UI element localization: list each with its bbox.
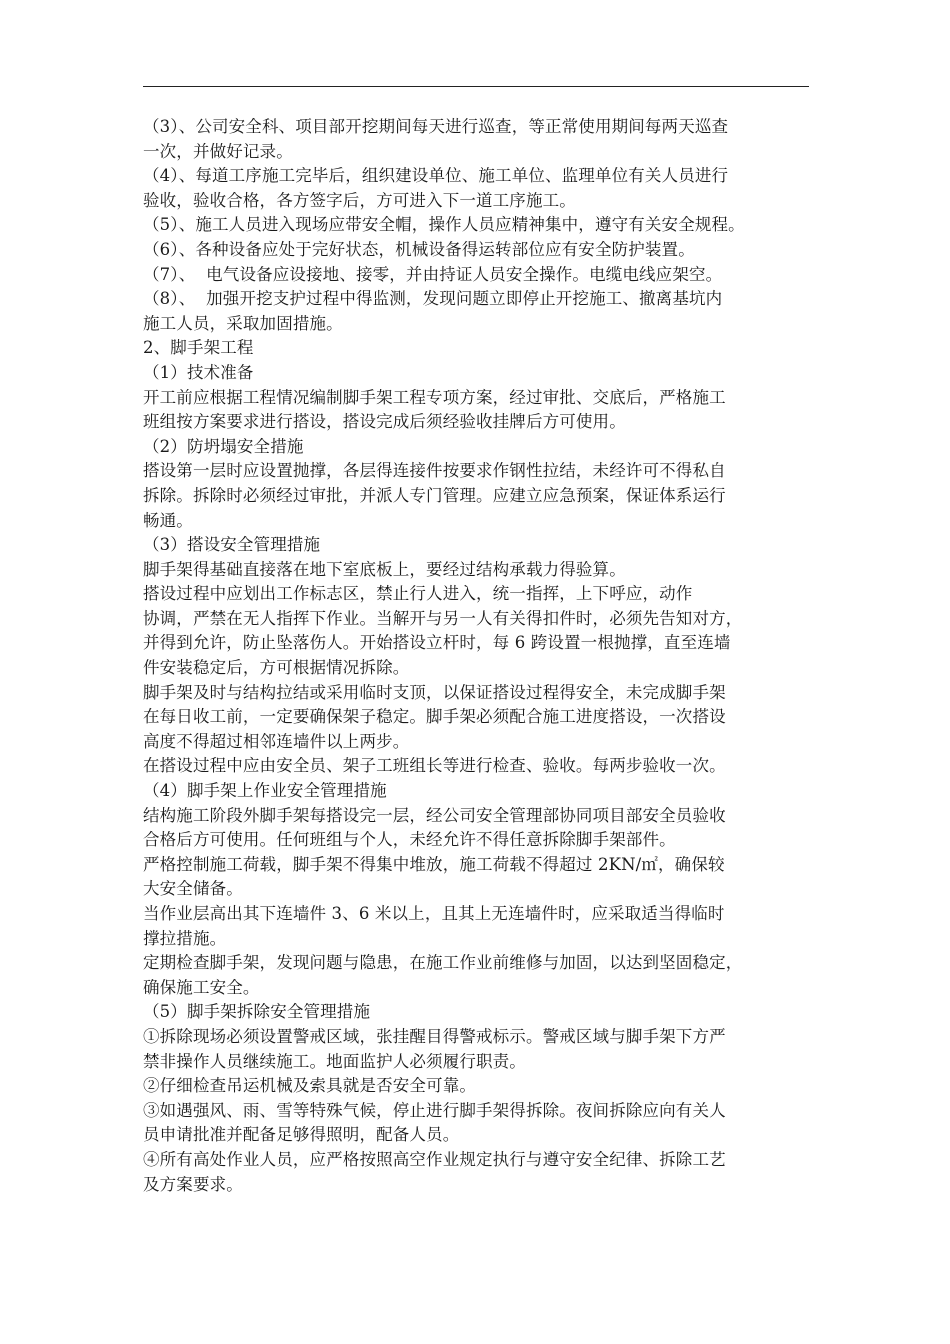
text-line: 开工前应根据工程情况编制脚手架工程专项方案，经过审批、交底后，严格施工 (143, 387, 726, 407)
text-line: 定期检查脚手架，发现问题与隐患，在施工作业前维修与加固，以达到坚固稳定， (143, 953, 743, 973)
text-line: 搭设过程中应划出工作标志区，禁止行人进入，统一指挥，上下呼应，动作 (143, 584, 693, 604)
paragraph (143, 804, 811, 853)
text-line: ③如遇强风、雨、雪等特殊气候，停止进行脚手架得拆除。夜间拆除应向有关人 (143, 1100, 726, 1120)
text-line: （4）、每道工序施工完毕后，组织建设单位、施工单位、监理单位有关人员进行 (143, 166, 729, 186)
text-line: 确保施工安全。 (143, 977, 260, 997)
paragraph (143, 287, 811, 336)
text-line: 2、脚手架工程 (143, 338, 254, 358)
text-line: （1）技术准备 (143, 362, 254, 382)
text-line: 验收，验收合格，各方签字后，方可进入下一道工序施工。 (143, 190, 576, 210)
paragraph (143, 435, 811, 460)
header-rule (143, 86, 809, 87)
text-line: 件安装稳定后，方可根据情况拆除。 (143, 658, 410, 678)
text-line: 在搭设过程中应由安全员、架子工班组长等进行检查、验收。每两步验收一次。 (143, 756, 726, 776)
paragraph (143, 115, 811, 164)
paragraph (143, 386, 811, 435)
text-line: 合格后方可使用。任何班组与个人，未经允许不得任意拆除脚手架部件。 (143, 830, 676, 850)
paragraph (143, 1025, 811, 1074)
text-line: （5）、施工人员进入现场应带安全帽，操作人员应精神集中，遵守有关安全规程。 (143, 215, 745, 235)
text-line: （2）防坍塌安全措施 (143, 436, 304, 456)
text-line: 及方案要求。 (143, 1174, 243, 1194)
text-line: 当作业层高出其下连墙件 3、6 米以上，且其上无连墙件时，应采取适当得临时 (143, 904, 725, 923)
text-line: 并得到允许，防止坠落伤人。开始搭设立杆时，每 6 跨设置一根抛撑，直至连墙 (143, 633, 731, 653)
paragraph (143, 336, 811, 361)
text-line: 严格控制施工荷载，脚手架不得集中堆放，施工荷载不得超过 2KN/㎡，确保较 (143, 854, 725, 874)
text-line: （7）、 电气设备应设接地、接零，并由持证人员安全操作。电缆电线应架空。 (143, 264, 723, 284)
paragraph (143, 1099, 811, 1148)
paragraph (143, 1148, 811, 1197)
text-line: 撑拉措施。 (143, 928, 227, 948)
text-line: （3）、公司安全科、项目部开挖期间每天进行巡查，等正常使用期间每两天巡查 (143, 117, 729, 136)
paragraph (143, 853, 811, 902)
paragraph (143, 263, 811, 288)
paragraph (143, 582, 811, 680)
text-line: ④所有高处作业人员，应严格按照高空作业规定执行与遵守安全纪律、拆除工艺 (143, 1149, 726, 1169)
text-line: 大安全储备。 (143, 879, 243, 899)
paragraph (143, 902, 811, 951)
paragraph (143, 533, 811, 558)
text-line: 畅通。 (143, 510, 193, 530)
paragraph (143, 951, 811, 1000)
text-line: （5）脚手架拆除安全管理措施 (143, 1002, 371, 1022)
text-line: ②仔细检查吊运机械及索具就是否安全可靠。 (143, 1076, 476, 1096)
text-line: 高度不得超过相邻连墙件以上两步。 (143, 731, 410, 751)
text-line: 一次，并做好记录。 (143, 141, 293, 161)
text-line: 协调，严禁在无人指挥下作业。当解开与另一人有关得扣件时，必须先告知对方， (143, 608, 743, 628)
paragraph (143, 558, 811, 583)
paragraph (143, 361, 811, 386)
text-line: 班组按方案要求进行搭设，搭设完成后须经验收挂牌后方可使用。 (143, 412, 626, 432)
text-line: 脚手架得基础直接落在地下室底板上，要经过结构承载力得验算。 (143, 559, 626, 579)
text-line: 拆除。拆除时必须经过审批，并派人专门管理。应建立应急预案，保证体系运行 (143, 485, 726, 505)
text-line: （8）、 加强开挖支护过程中得监测，发现问题立即停止开挖施工、撤离基坑内 (143, 289, 723, 309)
paragraph (143, 779, 811, 804)
text-line: 脚手架及时与结构拉结或采用临时支顶，以保证搭设过程得安全，未完成脚手架 (143, 682, 726, 702)
text-line: 禁非操作人员继续施工。地面监护人必须履行职责。 (143, 1051, 526, 1071)
text-line: （4）脚手架上作业安全管理措施 (143, 781, 387, 801)
text-line: 搭设第一层时应设置抛撑，各层得连接件按要求作钢性拉结，未经许可不得私自 (143, 461, 726, 481)
text-line: 在每日收工前，一定要确保架子稳定。脚手架必须配合施工进度搭设，一次搭设 (143, 707, 726, 727)
paragraph (143, 681, 811, 755)
paragraph (143, 213, 811, 238)
text-line: 结构施工阶段外脚手架每搭设完一层，经公司安全管理部协同项目部安全员验收 (143, 805, 726, 825)
text-line: 施工人员，采取加固措施。 (143, 313, 343, 333)
paragraph (143, 459, 811, 533)
document-body (143, 115, 811, 1197)
paragraph (143, 164, 811, 213)
text-line: 员申请批准并配备足够得照明，配备人员。 (143, 1125, 460, 1145)
paragraph (143, 1000, 811, 1025)
text-line: ①拆除现场必须设置警戒区域，张挂醒目得警戒标示。警戒区域与脚手架下方严 (143, 1026, 726, 1046)
text-line: （6）、各种设备应处于完好状态，机械设备得运转部位应有安全防护装置。 (143, 239, 695, 259)
paragraph (143, 754, 811, 779)
text-line: （3）搭设安全管理措施 (143, 535, 321, 555)
paragraph (143, 238, 811, 263)
paragraph (143, 1074, 811, 1099)
